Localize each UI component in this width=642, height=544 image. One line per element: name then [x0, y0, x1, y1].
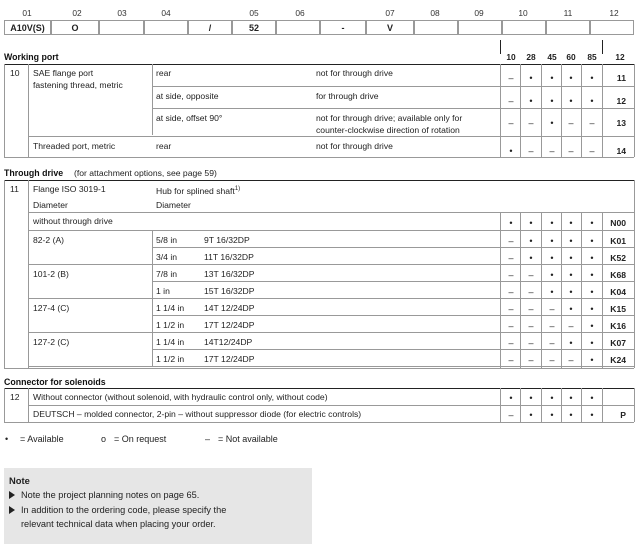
- availability-symbol: •: [590, 236, 594, 246]
- port-note: for through drive: [316, 91, 379, 101]
- availability-symbol: –: [568, 146, 574, 156]
- availability-symbol: –: [568, 321, 574, 331]
- divider-line: [4, 64, 5, 157]
- availability-symbol: –: [508, 304, 514, 314]
- code-box: A10V(S): [4, 20, 51, 35]
- note-text: relevant technical data when placing your order.: [21, 519, 216, 529]
- availability-symbol: •: [569, 96, 573, 106]
- order-code: 13: [616, 118, 626, 128]
- availability-symbol: –: [528, 287, 534, 297]
- position-number: 03: [117, 8, 127, 18]
- section-title-connector: Connector for solenoids: [4, 377, 106, 387]
- divider-line: [500, 40, 501, 54]
- spline-spec: 14T 12/24DP: [204, 303, 255, 313]
- divider-line: [28, 212, 634, 213]
- availability-symbol: •: [529, 73, 533, 83]
- shaft-diameter: 1 1/4 in: [156, 337, 185, 347]
- divider-line: [500, 212, 501, 368]
- order-code: 14: [616, 146, 626, 156]
- availability-symbol: •: [569, 270, 573, 280]
- bullet-triangle-icon: [9, 491, 15, 499]
- spline-spec: 17T 12/24DP: [204, 354, 255, 364]
- diameter-label: Diameter: [156, 200, 191, 210]
- divider-line: [520, 64, 521, 157]
- connector-option: Without connector (without solenoid, with hydraulic control only, without code): [33, 392, 328, 402]
- code-box: [414, 20, 458, 35]
- availability-symbol: •: [569, 393, 573, 403]
- code-box: [502, 20, 546, 35]
- availability-symbol: •: [569, 73, 573, 83]
- divider-line: [4, 180, 5, 368]
- column-header: 28: [526, 52, 536, 62]
- hub-label: [156, 184, 240, 197]
- divider-line: [152, 64, 153, 135]
- availability-symbol: –: [549, 338, 555, 348]
- port-position: rear: [156, 141, 172, 151]
- legend-not: = Not available: [218, 434, 278, 444]
- order-code: K68: [610, 270, 626, 280]
- divider-line: [28, 136, 634, 137]
- divider-line: [152, 315, 634, 316]
- availability-symbol: –: [589, 118, 595, 128]
- availability-symbol: –: [508, 287, 514, 297]
- note-text: In addition to the ordering code, please specify the: [21, 505, 227, 515]
- availability-symbol: •: [590, 338, 594, 348]
- code-box: O: [51, 20, 99, 35]
- divider-line: [4, 157, 634, 158]
- order-code: K07: [610, 338, 626, 348]
- legend-request-symbol: o: [101, 434, 107, 444]
- port-note: not for through drive: [316, 68, 393, 78]
- flange-label: Flange ISO 3019-1: [33, 184, 106, 194]
- availability-symbol: •: [529, 236, 533, 246]
- divider-line: [152, 247, 634, 248]
- availability-symbol: •: [590, 287, 594, 297]
- port-label: Threaded port, metric: [33, 141, 116, 151]
- divider-line: [541, 212, 542, 368]
- divider-line: [4, 368, 634, 369]
- spline-spec: 17T 12/24DP: [204, 320, 255, 330]
- shaft-diameter: 3/4 in: [156, 252, 178, 262]
- legend-request: = On request: [114, 434, 167, 444]
- order-code: K15: [610, 304, 626, 314]
- order-code: 11: [616, 73, 626, 83]
- divider-line: [500, 64, 501, 157]
- availability-symbol: •: [590, 304, 594, 314]
- position-number: 10: [518, 8, 528, 18]
- footnote-marker: 1): [234, 186, 241, 192]
- divider-line: [4, 388, 634, 389]
- divider-line: [28, 298, 634, 299]
- availability-symbol: –: [508, 253, 514, 263]
- order-code: K52: [610, 253, 626, 263]
- divider-line: [4, 388, 5, 422]
- position-number: 09: [474, 8, 484, 18]
- hub-label-text: Hub for splined shaft: [156, 185, 235, 196]
- position-number: 07: [385, 8, 395, 18]
- code-box: [276, 20, 320, 35]
- divider-line: [28, 230, 634, 231]
- divider-line: [4, 422, 634, 423]
- availability-symbol: –: [528, 321, 534, 331]
- shaft-diameter: 1 in: [156, 286, 170, 296]
- divider-line: [152, 281, 634, 282]
- divider-line: [28, 180, 29, 368]
- section-subtitle: (for attachment options, see page 59): [74, 168, 217, 178]
- port-label: fastening thread, metric: [33, 80, 123, 90]
- spline-spec: 15T 16/32DP: [204, 286, 255, 296]
- note-box: [4, 468, 312, 544]
- order-code: K01: [610, 236, 626, 246]
- diameter-label: Diameter: [33, 200, 68, 210]
- position-number: 12: [609, 8, 619, 18]
- availability-symbol: •: [550, 218, 554, 228]
- availability-symbol: –: [528, 304, 534, 314]
- shaft-diameter: 7/8 in: [156, 269, 178, 279]
- note-line: [9, 517, 216, 531]
- port-note: counter-clockwise direction of rotation: [316, 125, 460, 135]
- column-header: 45: [547, 52, 557, 62]
- availability-symbol: •: [529, 218, 533, 228]
- availability-symbol: –: [508, 73, 514, 83]
- divider-line: [541, 64, 542, 157]
- spline-spec: 11T 16/32DP: [204, 252, 254, 262]
- flange-size: 82-2 (A): [33, 235, 65, 245]
- availability-symbol: •: [509, 393, 513, 403]
- divider-line: [581, 212, 582, 368]
- availability-symbol: –: [549, 304, 555, 314]
- divider-line: [28, 264, 634, 265]
- availability-symbol: –: [528, 146, 534, 156]
- availability-symbol: •: [550, 393, 554, 403]
- column-header: 12: [615, 52, 625, 62]
- availability-symbol: •: [569, 410, 573, 420]
- port-label: SAE flange port: [33, 68, 94, 78]
- spline-spec: 13T 16/32DP: [204, 269, 255, 279]
- row-number: 11: [10, 184, 19, 194]
- position-number: 02: [72, 8, 82, 18]
- availability-symbol: •: [550, 118, 554, 128]
- divider-line: [634, 180, 635, 368]
- code-box: /: [188, 20, 232, 35]
- availability-symbol: –: [528, 355, 534, 365]
- availability-symbol: –: [508, 321, 514, 331]
- availability-symbol: –: [508, 410, 514, 420]
- availability-symbol: •: [569, 287, 573, 297]
- availability-symbol: •: [550, 287, 554, 297]
- shaft-diameter: 1 1/4 in: [156, 303, 185, 313]
- availability-symbol: •: [550, 253, 554, 263]
- port-position: at side, offset 90°: [156, 113, 223, 123]
- divider-line: [28, 405, 634, 406]
- availability-symbol: •: [590, 73, 594, 83]
- divider-line: [634, 388, 635, 422]
- flange-size: 101-2 (B): [33, 269, 69, 279]
- flange-size: 127-4 (C): [33, 303, 70, 313]
- section-title-through-drive: Through drive: [4, 168, 64, 178]
- shaft-diameter: 1 1/2 in: [156, 320, 185, 330]
- availability-symbol: –: [508, 270, 514, 280]
- availability-symbol: •: [590, 270, 594, 280]
- port-position: at side, opposite: [156, 91, 219, 101]
- availability-symbol: –: [568, 118, 574, 128]
- flange-size: 127-2 (C): [33, 337, 70, 347]
- code-box: -: [320, 20, 366, 35]
- availability-symbol: •: [509, 218, 513, 228]
- availability-symbol: •: [569, 304, 573, 314]
- availability-symbol: •: [529, 410, 533, 420]
- spline-spec: 9T 16/32DP: [204, 235, 250, 245]
- availability-symbol: •: [590, 410, 594, 420]
- code-box: [144, 20, 188, 35]
- availability-symbol: •: [529, 253, 533, 263]
- availability-symbol: •: [569, 253, 573, 263]
- availability-symbol: –: [549, 321, 555, 331]
- availability-symbol: •: [569, 338, 573, 348]
- column-header: 10: [506, 52, 516, 62]
- code-box: 52: [232, 20, 276, 35]
- availability-symbol: –: [528, 338, 534, 348]
- availability-symbol: –: [508, 96, 514, 106]
- shaft-diameter: 5/8 in: [156, 235, 178, 245]
- legend-available-symbol: •: [5, 434, 9, 444]
- availability-symbol: –: [508, 338, 514, 348]
- port-note: not for through drive; available only for: [316, 113, 463, 123]
- position-number: 01: [22, 8, 32, 18]
- divider-line: [561, 64, 562, 157]
- availability-symbol: –: [508, 236, 514, 246]
- availability-symbol: –: [528, 118, 534, 128]
- availability-symbol: •: [569, 218, 573, 228]
- note-text: Note the project planning notes on page 65.: [21, 490, 200, 500]
- order-code: K04: [610, 287, 626, 297]
- order-code: K16: [610, 321, 626, 331]
- note-line: [9, 503, 226, 517]
- availability-symbol: •: [529, 96, 533, 106]
- legend-available: = Available: [20, 434, 64, 444]
- bullet-triangle-icon: [9, 506, 15, 514]
- availability-symbol: •: [509, 146, 513, 156]
- availability-symbol: –: [549, 355, 555, 365]
- availability-symbol: •: [550, 73, 554, 83]
- order-code: K24: [610, 355, 626, 365]
- availability-symbol: •: [550, 410, 554, 420]
- port-note: not for through drive: [316, 141, 393, 151]
- spline-spec: 14T12/24DP: [204, 337, 253, 347]
- section-title-working-port: Working port: [4, 52, 59, 62]
- position-number: 06: [295, 8, 305, 18]
- divider-line: [634, 64, 635, 157]
- availability-symbol: •: [590, 393, 594, 403]
- availability-symbol: •: [590, 253, 594, 263]
- availability-symbol: •: [550, 96, 554, 106]
- availability-symbol: •: [529, 393, 533, 403]
- position-number: 08: [430, 8, 440, 18]
- divider-line: [28, 332, 634, 333]
- divider-line: [152, 108, 634, 109]
- availability-symbol: •: [550, 270, 554, 280]
- legend-not-symbol: –: [205, 434, 211, 444]
- shaft-diameter: 1 1/2 in: [156, 354, 185, 364]
- availability-symbol: •: [590, 218, 594, 228]
- row-number: 12: [10, 392, 20, 402]
- divider-line: [152, 86, 634, 87]
- order-code: 12: [616, 96, 626, 106]
- column-header: 60: [566, 52, 576, 62]
- divider-line: [561, 212, 562, 368]
- code-box: [99, 20, 144, 35]
- divider-line: [152, 349, 634, 350]
- note-title: [9, 475, 30, 486]
- position-number: 05: [249, 8, 259, 18]
- availability-symbol: •: [590, 96, 594, 106]
- order-code: P: [620, 410, 626, 420]
- code-box: [546, 20, 590, 35]
- connector-option: DEUTSCH – molded connector, 2-pin – without suppressor diode (for electric controls): [33, 409, 362, 419]
- column-header: 85: [587, 52, 597, 62]
- note-line: [9, 488, 199, 502]
- position-number: 11: [563, 8, 573, 18]
- note-text: Note: [9, 475, 30, 486]
- availability-symbol: –: [508, 118, 514, 128]
- divider-line: [602, 40, 603, 54]
- code-box: [458, 20, 502, 35]
- divider-line: [4, 180, 634, 181]
- divider-line: [28, 366, 634, 367]
- port-position: rear: [156, 68, 172, 78]
- availability-symbol: –: [549, 146, 555, 156]
- availability-symbol: –: [528, 270, 534, 280]
- without-through-drive: without through drive: [33, 216, 113, 226]
- availability-symbol: •: [569, 236, 573, 246]
- availability-symbol: –: [589, 146, 595, 156]
- availability-symbol: –: [568, 355, 574, 365]
- divider-line: [581, 64, 582, 157]
- availability-symbol: •: [590, 355, 594, 365]
- availability-symbol: –: [508, 355, 514, 365]
- position-number: 04: [161, 8, 171, 18]
- code-box: [590, 20, 634, 35]
- code-box: V: [366, 20, 414, 35]
- divider-line: [4, 64, 634, 65]
- divider-line: [520, 212, 521, 368]
- order-code: N00: [610, 218, 626, 228]
- row-number: 10: [10, 68, 20, 78]
- availability-symbol: •: [590, 321, 594, 331]
- divider-line: [28, 64, 29, 157]
- availability-symbol: •: [550, 236, 554, 246]
